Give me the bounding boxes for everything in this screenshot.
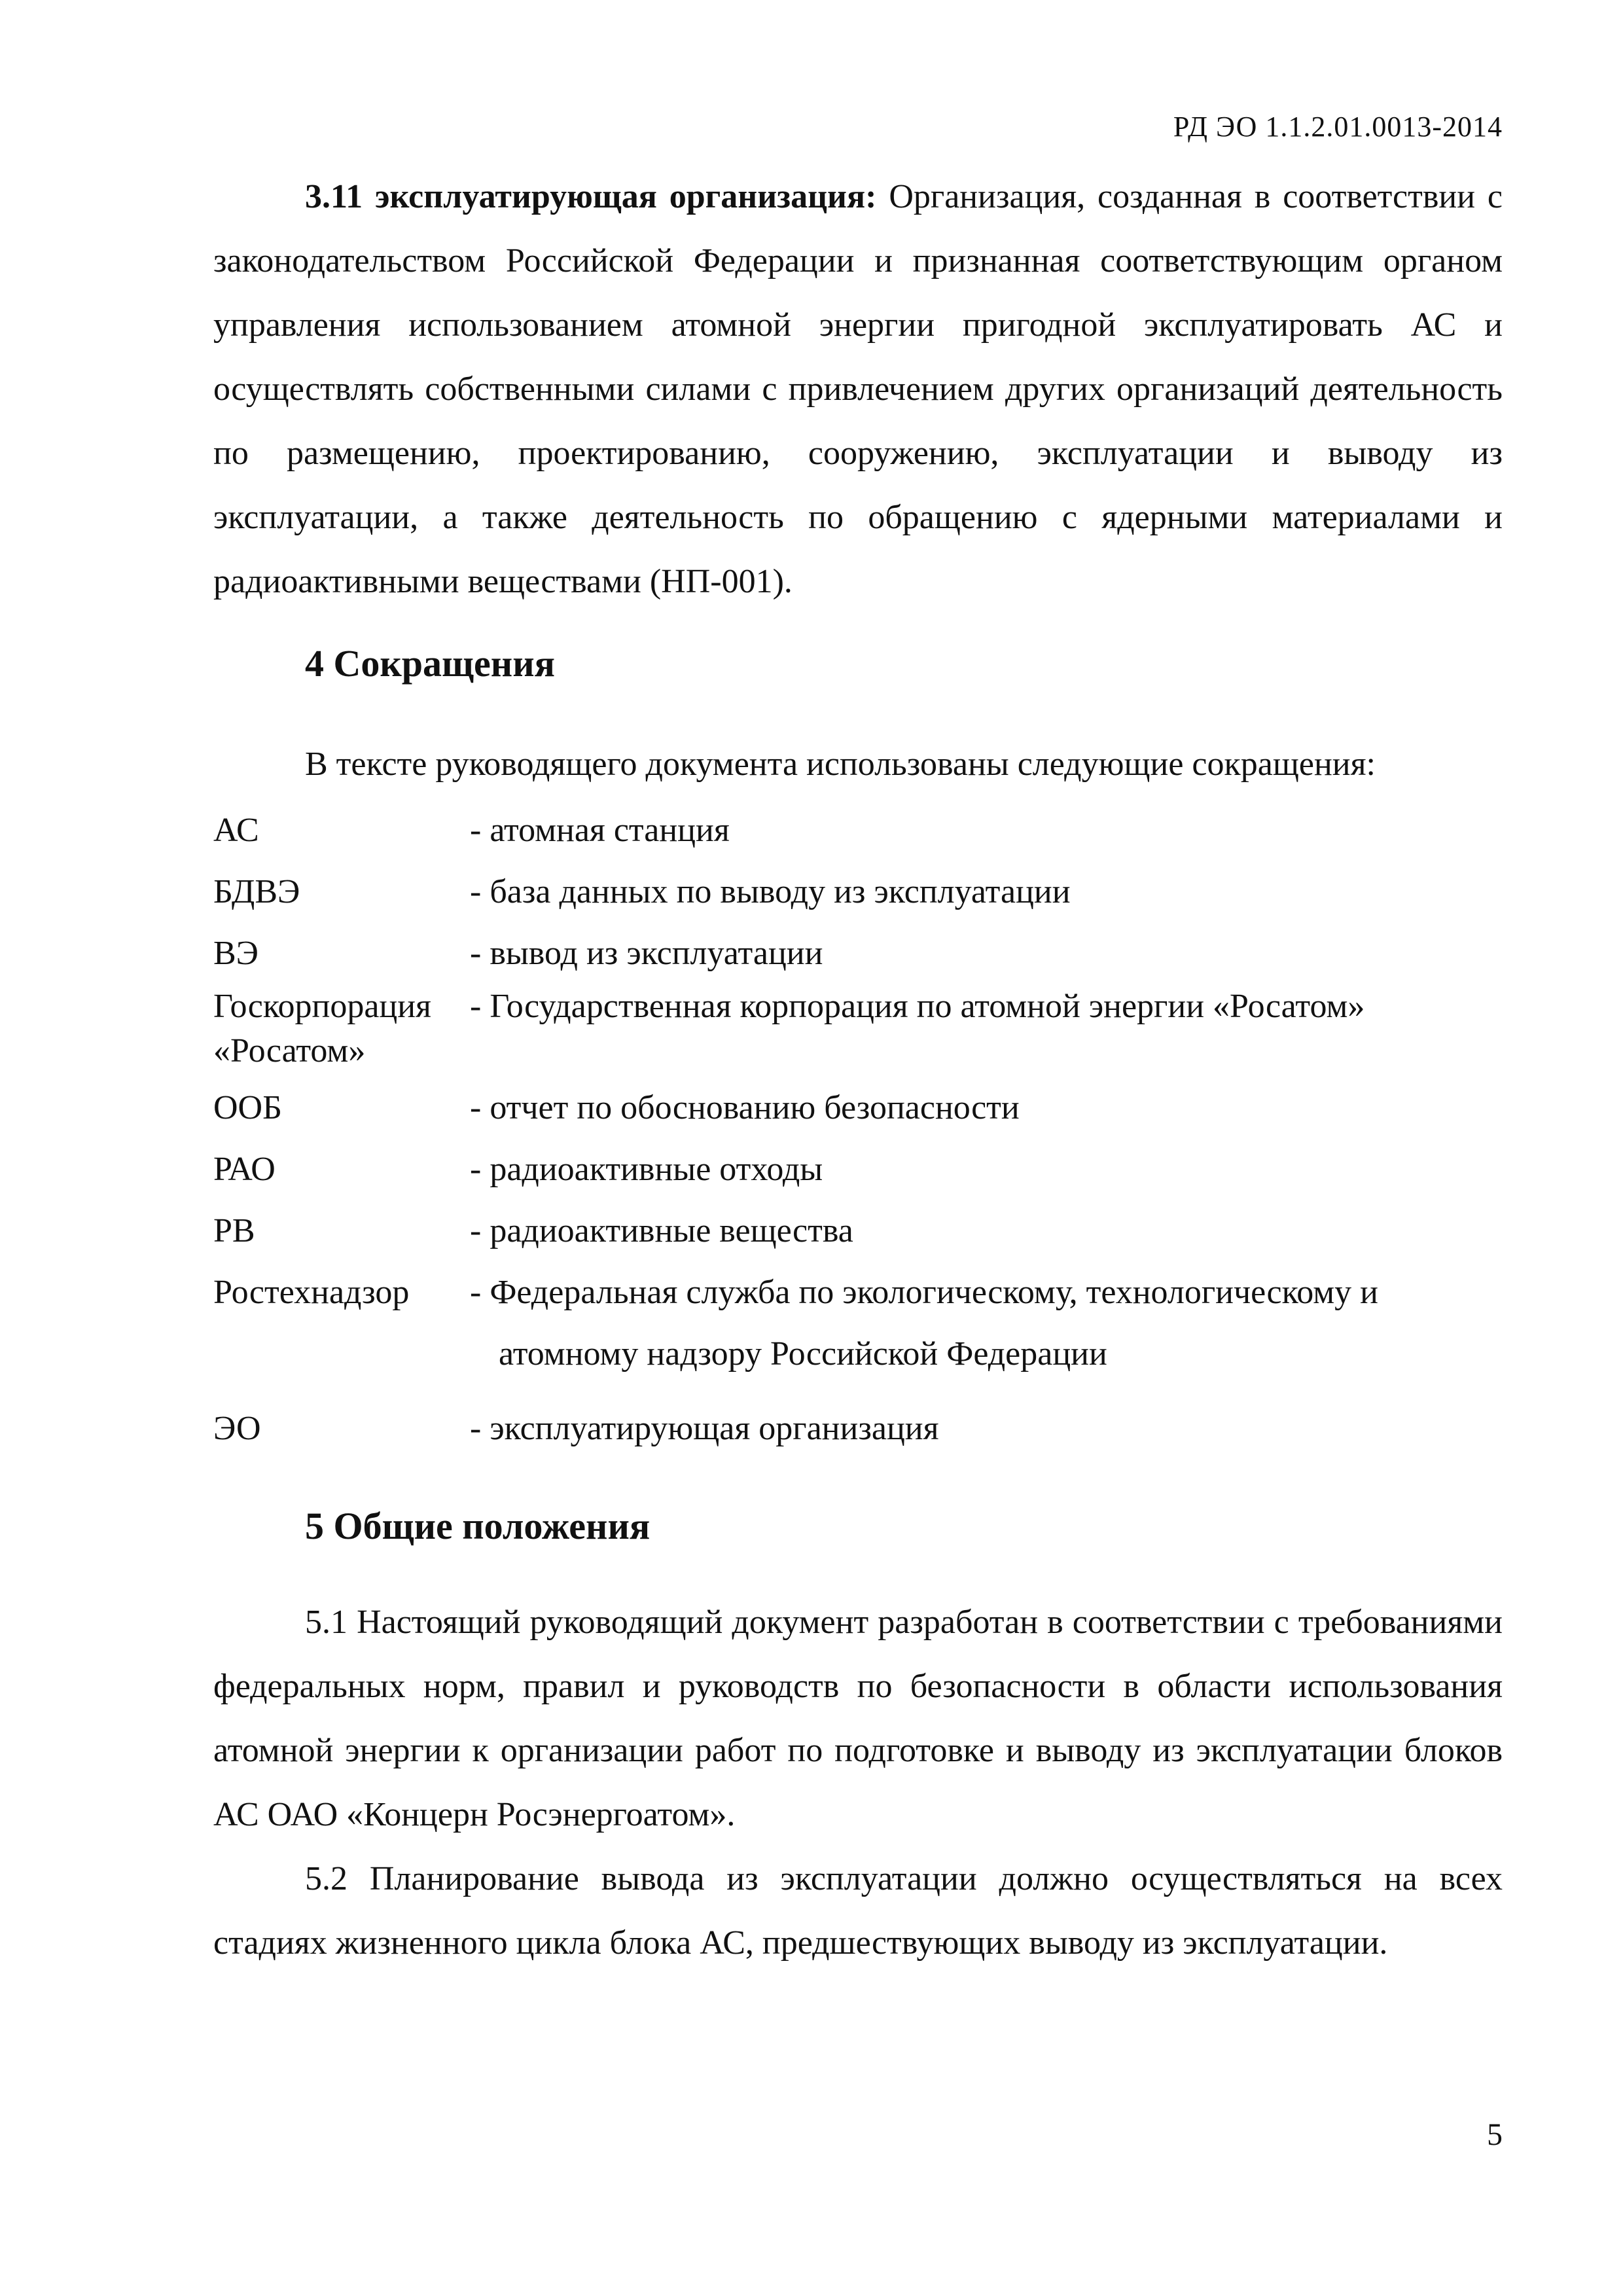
abbreviation-definition: - база данных по выводу из эксплуатации bbox=[470, 873, 1071, 910]
abbreviation-definition: - радиоактивные вещества bbox=[470, 1212, 853, 1249]
abbreviation-definition: - эксплуатирующая организация bbox=[470, 1410, 939, 1447]
abbreviation-definition-line2: атомному надзору Российской Федерации bbox=[499, 1335, 1107, 1372]
abbreviation-definition-line1: - Федеральная служба по экологическому, технологическому и bbox=[470, 1274, 1378, 1311]
abbreviation-term: Госкорпорация «Росатом» bbox=[213, 988, 431, 1069]
paragraph-5-1: 5.1 Настоящий руководящий документ разработан в соответствии с требованиями федеральных норм, правил и руководств по безопасности в области использования атомной энергии к организации работ по подготовке и выводу из эксплуатации блоков АС ОАО «Концерн Росэнергоатом». bbox=[213, 1604, 1503, 1833]
definition-paragraph bbox=[213, 165, 1503, 614]
abbreviation-term: АС bbox=[213, 812, 259, 849]
abbreviation-definition: - отчет по обоснованию безопасности bbox=[470, 1089, 1020, 1126]
abbreviation-definition: - радиоактивные отходы bbox=[470, 1151, 823, 1188]
abbreviation-term: ЭО bbox=[213, 1410, 261, 1447]
abbreviation-term: РВ bbox=[213, 1212, 255, 1249]
section-heading-general: 5 Общие положения bbox=[305, 1505, 651, 1547]
definition-text: Организация, созданная в соответствии с законодательством Российской Федерации и признанная соответствующим органом управления использованием атомной энергии пригодной эксплуатировать АС и осуществлять собственными силами с привлечением других организаций деятельность по размещению, проектированию, сооружению, эксплуатации и выводу из эксплуатации, а также деятельность по обращению с ядерными материалами и радиоактивными веществами (НП-001). bbox=[213, 178, 1503, 600]
abbreviation-definition: - Государственная корпорация по атомной энергии «Росатом» bbox=[470, 988, 1365, 1025]
abbreviation-definition: - вывод из эксплуатации bbox=[470, 935, 823, 972]
definition-term: 3.11 эксплуатирующая организация: bbox=[305, 178, 877, 215]
abbreviations-intro: В тексте руководящего документа использованы следующие сокращения: bbox=[305, 745, 1376, 783]
abbreviation-term: РАО bbox=[213, 1151, 276, 1188]
abbreviation-term: ООБ bbox=[213, 1089, 282, 1126]
page-number: 5 bbox=[1487, 2117, 1503, 2152]
abbreviation-term: Ростехнадзор bbox=[213, 1274, 410, 1311]
section-heading-abbreviations: 4 Сокращения bbox=[305, 642, 555, 685]
abbreviation-definition: - атомная станция bbox=[470, 812, 730, 849]
paragraph-5-2: 5.2 Планирование вывода из эксплуатации должно осуществляться на всех стадиях жизненного цикла блока АС, предшествующих выводу из эксплуатации. bbox=[213, 1860, 1503, 1962]
document-code: РД ЭО 1.1.2.01.0013-2014 bbox=[1173, 111, 1503, 143]
abbreviation-term: ВЭ bbox=[213, 935, 259, 972]
abbreviation-term: БДВЭ bbox=[213, 873, 300, 910]
abbreviation-definition bbox=[470, 1262, 1491, 1385]
